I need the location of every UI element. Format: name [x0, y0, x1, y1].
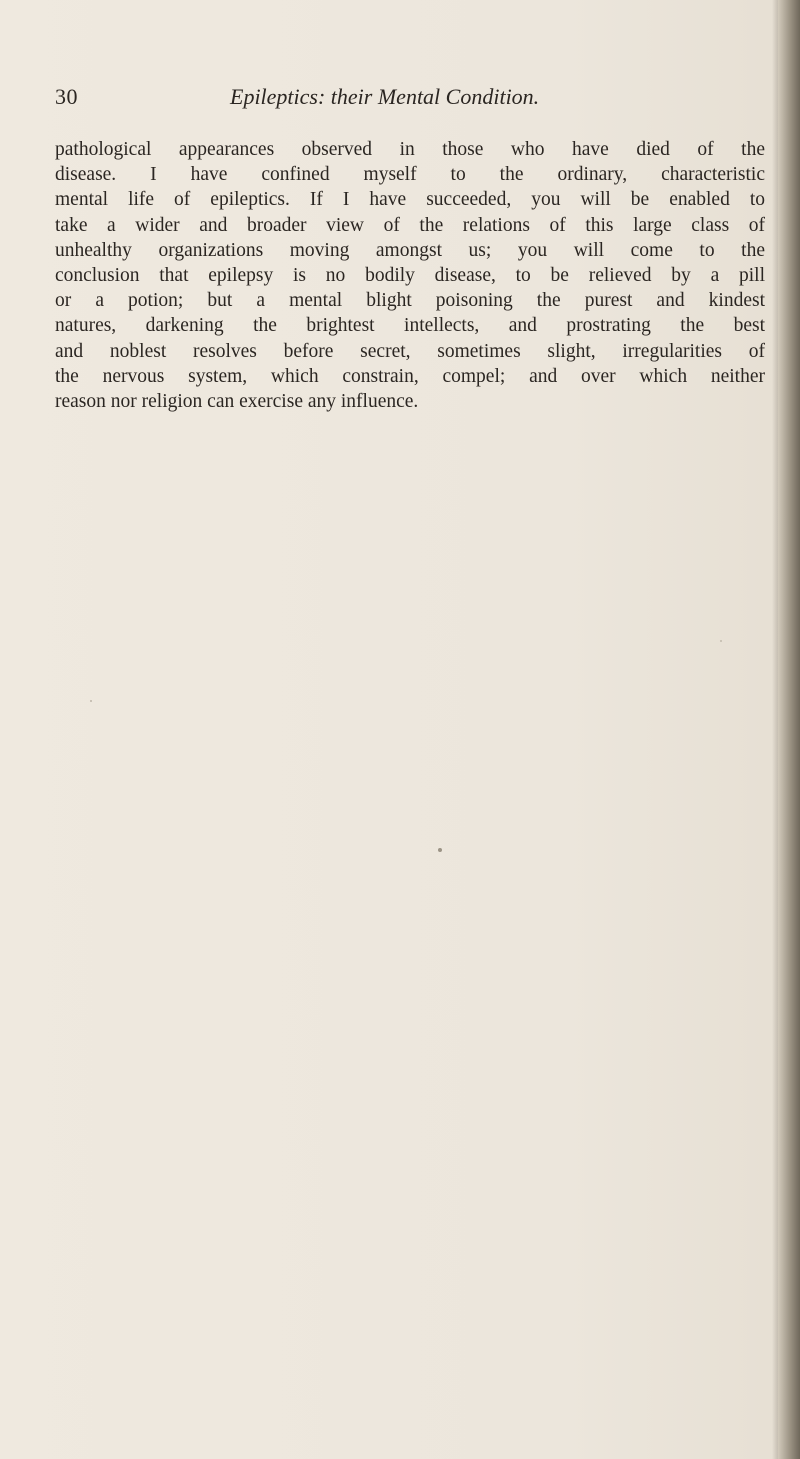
text-line: or a potion; but a mental blight poisoning the purest and kindest [55, 290, 765, 312]
text-line: and noblest resolves before secret, sometimes slight, irregularities of [55, 340, 765, 362]
text-line: natures, darkening the brightest intellects, and prostrating the best [55, 315, 765, 337]
running-title: Epileptics: their Mental Condition. [230, 84, 540, 109]
body-paragraph [55, 137, 765, 414]
page-number: 30 [55, 84, 78, 109]
running-head [55, 84, 745, 114]
text-line: disease. I have confined myself to the ordinary, characteristic [55, 164, 765, 186]
paper-speck [720, 640, 722, 642]
paper-speck [90, 700, 92, 702]
text-line: reason nor religion can exercise any influence. [55, 391, 419, 413]
text-line: conclusion that epilepsy is no bodily disease, to be relieved by a pill [55, 265, 765, 287]
text-line: unhealthy organizations moving amongst us; you will come to the [55, 239, 765, 261]
text-line: the nervous system, which constrain, compel; and over which neither [55, 365, 765, 387]
paper-speck [438, 848, 442, 852]
text-line: mental life of epileptics. If I have succeeded, you will be enabled to [55, 189, 765, 211]
text-line: take a wider and broader view of the relations of this large class of [55, 214, 765, 236]
text-line: pathological appearances observed in those who have died of the [55, 139, 765, 160]
binding-edge [778, 0, 800, 1459]
